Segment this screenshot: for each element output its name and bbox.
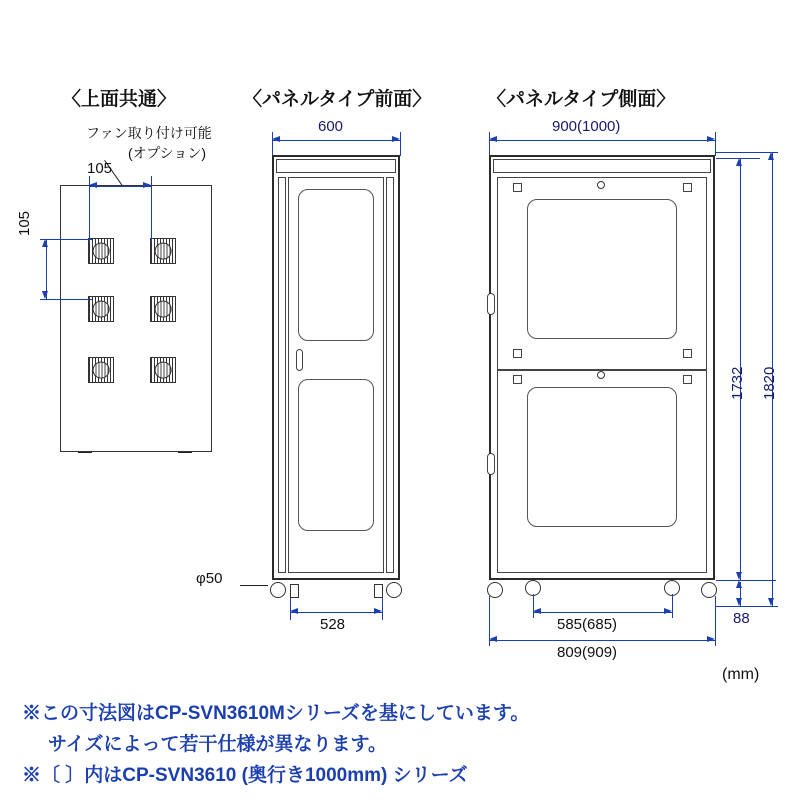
fan-note-line-2: (オプション) (128, 145, 207, 161)
frontview-ext-right (400, 132, 401, 156)
side-screw-ll (513, 349, 522, 358)
frontview-ext-left (272, 132, 273, 156)
caster-leader-line (240, 585, 268, 586)
side-lock-lower (597, 371, 605, 379)
footnote-3: ※〔 〕内はCP-SVN3610 (奥行き1000mm) シリーズ (22, 765, 468, 786)
frontview-bottom-ext-left (290, 598, 291, 620)
sideview-88-arrow-up (736, 580, 742, 588)
sideview-width-arrow-right (707, 136, 715, 142)
sideview-h1-arrow-down (736, 572, 742, 580)
sideview-h1-ext-top (716, 158, 760, 159)
sideview-ext-left (489, 132, 490, 156)
sideview-depth-inner-line (533, 612, 672, 613)
sideview-depth-809: 809(909) (557, 644, 618, 661)
front-right-rail (386, 177, 394, 573)
topview-dim-v-arrow-down (42, 291, 48, 299)
sideview-height-1820: 1820 (761, 366, 778, 400)
front-caster-right (386, 582, 402, 598)
footnote-2: サイズによって若干仕様が異なります。 (48, 734, 387, 755)
front-door-handle (296, 349, 303, 371)
topview-ext-line-3 (40, 239, 92, 240)
side-lock-upper (597, 181, 605, 189)
topview-foot-mark-2 (178, 452, 192, 453)
sideview-depth-outer-arrow-right (707, 636, 715, 642)
side-upper-panel (527, 199, 677, 339)
topview-dim-horizontal-105: 105 (87, 160, 113, 177)
side-screw-ul2 (513, 375, 522, 384)
frontview-bottom-dim-line (290, 612, 382, 613)
footnote-1: ※この寸法図はCP-SVN3610Mシリーズを基にしています。 (22, 703, 530, 724)
sideview-depth-outer-arrow-left (489, 636, 497, 642)
fan-note-line-1: ファン取り付け可能 (86, 125, 212, 141)
sideview-depth-outer-ext-left (489, 596, 490, 646)
topview-dim-v-arrow-up (42, 239, 48, 247)
sideview-88-arrow-down (736, 598, 742, 606)
topview-ext-line-2 (151, 176, 152, 242)
unit-label: (mm) (722, 666, 760, 683)
sideview-depth-inner-ext-right (672, 594, 673, 618)
front-lower-panel (298, 379, 374, 531)
front-leveling-foot-left (290, 584, 299, 598)
side-top-cap (493, 159, 711, 173)
sideview-h1-arrow-up (736, 158, 742, 166)
sideview-width-900: 900(1000) (552, 118, 621, 135)
topview-ext-line-4 (40, 299, 92, 300)
sideview-depth-inner-arrow-left (533, 608, 541, 614)
side-screw-ul (513, 183, 522, 192)
topview-ext-line-1 (89, 176, 90, 242)
side-cabinet-outline (489, 155, 715, 580)
side-screw-lr (683, 349, 692, 358)
heading-side-view: 〈パネルタイプ側面〉 (487, 89, 676, 110)
frontview-bottom-arrow-right (374, 608, 382, 614)
sideview-depth-outer-ext-right (715, 596, 716, 646)
front-left-rail (278, 177, 286, 573)
topview-dim-h-arrow-left (89, 182, 97, 188)
frontview-width-600: 600 (318, 118, 344, 135)
topview-foot-mark-1 (78, 452, 92, 453)
topview-dim-vertical-105: 105 (16, 210, 33, 236)
topview-dim-horizontal-line (89, 186, 151, 187)
top-view-cabinet-outline (60, 185, 212, 452)
topview-dim-h-arrow-right (143, 182, 151, 188)
sideview-h1-ext-bottom (716, 580, 776, 581)
fan-mount-2 (150, 238, 176, 264)
frontview-bottom-ext-right (382, 598, 383, 620)
heading-top-view: 〈上面共通〉 (62, 89, 177, 110)
fan-mount-6 (150, 357, 176, 383)
sideview-depth-inner-ext-left (533, 594, 534, 618)
frontview-width-dim-line (272, 140, 400, 141)
frontview-width-528: 528 (320, 616, 346, 633)
frontview-width-arrow-right (392, 136, 400, 142)
topview-dim-vertical-line (46, 239, 47, 299)
side-hinge-upper (487, 293, 495, 315)
side-lower-panel (527, 387, 677, 527)
sideview-width-dim-line (489, 140, 715, 141)
side-hinge-lower (487, 453, 495, 475)
fan-mount-4 (150, 296, 176, 322)
front-cabinet-outline (272, 155, 400, 580)
sideview-h2-arrow-up (768, 152, 774, 160)
front-upper-panel (298, 189, 374, 341)
front-top-cap (276, 159, 396, 173)
heading-front-view: 〈パネルタイプ前面〉 (243, 89, 432, 110)
sideview-depth-outer-line (489, 640, 715, 641)
sideview-width-arrow-left (489, 136, 497, 142)
fan-mount-5 (88, 357, 114, 383)
sideview-h2-ext-bottom (716, 606, 778, 607)
side-screw-ur (683, 183, 692, 192)
sideview-h2-arrow-down (768, 598, 774, 606)
frontview-width-arrow-left (272, 136, 280, 142)
caster-diameter-label: φ50 (196, 570, 223, 587)
sideview-depth-585: 585(685) (557, 616, 618, 633)
front-caster-left (270, 582, 286, 598)
side-screw-ur2 (683, 375, 692, 384)
sideview-depth-inner-arrow-right (664, 608, 672, 614)
fan-mount-1 (88, 238, 114, 264)
sideview-height-1732: 1732 (729, 366, 746, 400)
sideview-base-height-88: 88 (733, 610, 750, 627)
sideview-h2-ext-top (716, 152, 778, 153)
frontview-bottom-arrow-left (290, 608, 298, 614)
front-leveling-foot-right (374, 584, 383, 598)
